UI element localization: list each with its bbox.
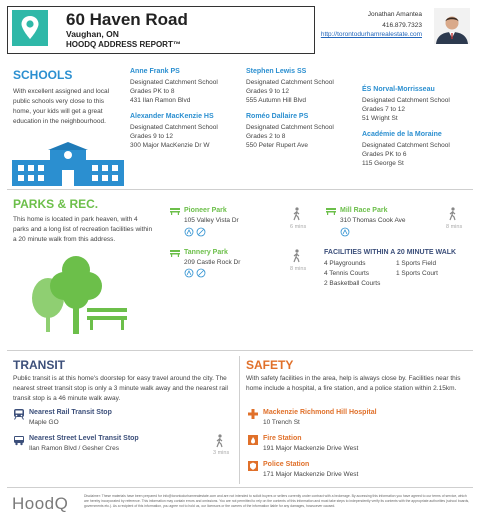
school-grades: Grades 2 to 8 bbox=[246, 133, 286, 140]
hoodq-pin-icon bbox=[12, 10, 48, 46]
school-name[interactable]: Anne Frank PS bbox=[130, 68, 180, 75]
school-type: Designated Catchment School bbox=[130, 79, 218, 86]
fire-station-icon bbox=[248, 435, 258, 445]
rail-stop-name[interactable]: Maple GO bbox=[29, 419, 59, 426]
facility-icons bbox=[340, 227, 358, 237]
walk-time: 3 mins bbox=[213, 450, 230, 456]
safety-description: With safety facilities in the area, help is always close by. Facilities near this home include a hospital, a fire station, and a police station within 2.15km. bbox=[246, 375, 461, 392]
school-type: Designated Catchment School bbox=[362, 142, 450, 149]
school-grades: Grades 7 to 12 bbox=[362, 106, 405, 113]
street-stop-name[interactable]: Ilan Ramon Blvd / Gesher Cres bbox=[29, 445, 119, 452]
police-station-address: 171 Major Mackenzie Drive West bbox=[263, 471, 359, 478]
school-grades: Grades 9 to 12 bbox=[246, 88, 289, 95]
street-stop-title: Nearest Street Level Transit Stop bbox=[29, 435, 139, 442]
police-station-icon bbox=[248, 461, 258, 471]
park-name[interactable]: Pioneer Park bbox=[184, 207, 227, 214]
hospital-address: 10 Trench St bbox=[263, 419, 300, 426]
school-address: 550 Peter Rupert Ave bbox=[246, 142, 309, 149]
facility-icons bbox=[184, 227, 214, 237]
walking-icon bbox=[448, 207, 458, 221]
park-icon bbox=[326, 207, 336, 215]
school-grades: Grades PK to 6 bbox=[362, 151, 407, 158]
hospital-icon bbox=[248, 409, 258, 419]
agent-phone[interactable]: 416.879.7323 bbox=[382, 22, 422, 29]
school-name[interactable]: Alexander MacKenzie HS bbox=[130, 113, 214, 120]
transit-title: TRANSIT bbox=[13, 358, 65, 372]
schools-title: SCHOOLS bbox=[13, 68, 73, 82]
school-address: 431 Ilan Ramon Blvd bbox=[130, 97, 191, 104]
park-icon bbox=[170, 249, 180, 257]
hospital-name[interactable]: Mackenzie Richmond Hill Hospital bbox=[263, 409, 377, 416]
column-divider bbox=[239, 356, 240, 484]
school-name[interactable]: Académie de la Moraine bbox=[362, 131, 442, 138]
school-type: Designated Catchment School bbox=[362, 97, 450, 104]
walk-time: 8 mins bbox=[446, 224, 463, 230]
property-city: Vaughan, ON bbox=[66, 29, 119, 39]
facility-item: 2 Basketball Courts bbox=[324, 280, 381, 287]
transit-description: Public transit is at this home's doorstep for easy travel around the city. The nearest street transit stop is only a 3 minute walk away and the nearest rail transit stop is a 46 minute walk away. bbox=[13, 375, 228, 402]
school-type: Designated Catchment School bbox=[246, 79, 334, 86]
agent-avatar bbox=[434, 8, 470, 44]
school-name[interactable]: ÉS Norval-Morrisseau bbox=[362, 86, 435, 93]
report-title: HOODQ ADDRESS REPORT™ bbox=[66, 40, 181, 49]
section-divider bbox=[7, 189, 473, 190]
safety-title: SAFETY bbox=[246, 358, 294, 372]
walk-time: 8 mins bbox=[290, 266, 307, 272]
park-name[interactable]: Mill Race Park bbox=[340, 207, 388, 214]
police-station-name[interactable]: Police Station bbox=[263, 461, 310, 468]
school-grades: Grades 9 to 12 bbox=[130, 133, 173, 140]
rail-stop-title: Nearest Rail Transit Stop bbox=[29, 409, 112, 416]
walking-icon bbox=[292, 207, 302, 221]
park-icon bbox=[170, 207, 180, 215]
parks-title: PARKS & REC. bbox=[13, 197, 99, 211]
footer-divider bbox=[7, 487, 473, 488]
school-address: 115 George St bbox=[362, 160, 404, 167]
walking-icon bbox=[215, 434, 225, 448]
park-name[interactable]: Tannery Park bbox=[184, 249, 228, 256]
bus-icon bbox=[13, 434, 25, 446]
facility-icons bbox=[184, 268, 214, 278]
school-address: 555 Autumn Hill Blvd bbox=[246, 97, 306, 104]
facilities-title: FACILITIES WITHIN A 20 MINUTE WALK bbox=[324, 249, 457, 256]
walk-time: 6 mins bbox=[290, 224, 307, 230]
hoodq-logo: HoodQ bbox=[12, 494, 69, 513]
facility-item: 4 Playgrounds bbox=[324, 260, 366, 267]
fire-station-address: 191 Major Mackenzie Drive West bbox=[263, 445, 359, 452]
school-address: 300 Major MacKenzie Dr W bbox=[130, 142, 210, 149]
facility-item: 1 Sports Field bbox=[396, 260, 437, 267]
agent-website-link[interactable]: http://torontodurhamrealestate.com bbox=[320, 31, 422, 38]
fire-station-name[interactable]: Fire Station bbox=[263, 435, 302, 442]
park-trees-icon bbox=[24, 250, 134, 340]
disclaimer-text: Disclaimer: These materials have been prepared for info@torontodurhamrealestate.com and are not intended to solicit buyers or sellers currently under contract with a brokerage. By accessing this information you have agreed to our terms of service, which are hereby incorporated by reference. This information may contain errors and omissions. You are not permitted to rely on the contents of this information and must take steps to independently verify its contents with the appropriate authorities (school boards, governments etc.). As a recipient of this information, you agree not to hold us, our licensors or the owners of the information liable for any damages, howsoever caused. bbox=[84, 494, 470, 508]
park-address: 209 Castle Rock Dr bbox=[184, 259, 241, 266]
facility-item: 4 Tennis Courts bbox=[324, 270, 370, 277]
school-building-icon bbox=[12, 140, 124, 186]
school-name[interactable]: Stephen Lewis SS bbox=[246, 68, 307, 75]
property-address: 60 Haven Road bbox=[66, 10, 188, 29]
school-grades: Grades PK to 8 bbox=[130, 88, 175, 95]
facility-item: 1 Sports Court bbox=[396, 270, 438, 277]
park-address: 105 Valley Vista Dr bbox=[184, 217, 239, 224]
train-icon bbox=[13, 408, 25, 420]
parks-description: This home is located in park heaven, with 4 parks and a long list of recreation facilities within a 20 minute walk from this address. bbox=[13, 216, 153, 243]
section-divider bbox=[7, 350, 473, 351]
agent-name: Jonathan Amantea bbox=[367, 11, 422, 18]
schools-description: With excellent assigned and local public schools very close to this home, your kids will get a great education in the neighbourhood. bbox=[13, 88, 110, 125]
school-type: Designated Catchment School bbox=[246, 124, 334, 131]
school-name[interactable]: Roméo Dallaire PS bbox=[246, 113, 309, 120]
school-type: Designated Catchment School bbox=[130, 124, 218, 131]
park-address: 310 Thomas Cook Ave bbox=[340, 217, 406, 224]
walking-icon bbox=[292, 249, 302, 263]
school-address: 51 Wright St bbox=[362, 115, 398, 122]
